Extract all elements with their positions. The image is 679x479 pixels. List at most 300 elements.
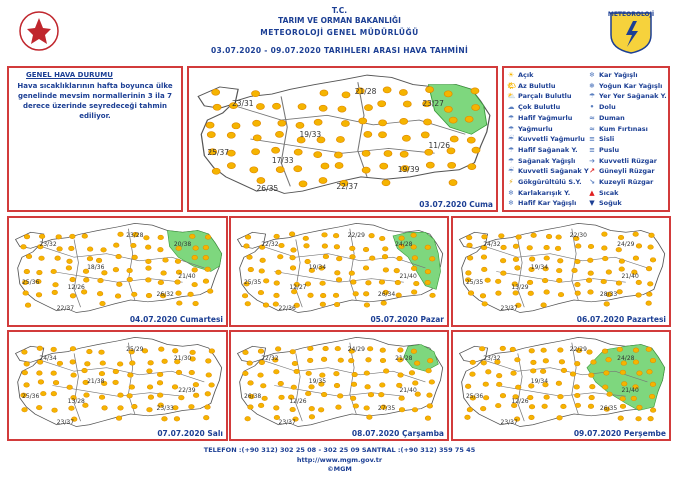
- sun-icon: [36, 292, 42, 297]
- forecast-map-day-1: [187, 66, 498, 212]
- sun-icon: [399, 396, 405, 401]
- sun-icon: [272, 147, 280, 153]
- turkey-map: [231, 218, 447, 325]
- sun-icon: [620, 404, 626, 409]
- sun-icon: [290, 407, 296, 412]
- sun-icon: [481, 267, 487, 272]
- sun-icon: [338, 106, 346, 112]
- sun-icon: [602, 246, 608, 251]
- cloudy-icon: ☁: [507, 103, 515, 112]
- legend-label: Parçalı Bulutlu: [518, 92, 572, 101]
- sun-icon: [556, 268, 562, 273]
- sun-icon: [248, 381, 254, 386]
- sun-icon: [82, 368, 88, 373]
- legend-label: Kuvvetli Sağanak Y: [518, 167, 589, 176]
- sun-icon: [602, 349, 608, 354]
- sun-icon: [131, 292, 137, 297]
- sun-icon: [495, 279, 501, 284]
- legend-item-heavy-shower: [507, 167, 589, 175]
- sun-icon: [500, 258, 506, 263]
- sun-icon: [379, 120, 387, 126]
- legend-item-thunderstorm: [507, 178, 582, 186]
- sun-icon: [617, 347, 623, 352]
- sun-icon: [527, 245, 533, 250]
- sun-icon: [546, 234, 552, 239]
- sun-icon: [51, 269, 57, 274]
- sun-icon: [589, 384, 595, 389]
- temperature-label: 22/39: [178, 387, 196, 395]
- sun-icon: [650, 382, 656, 387]
- sun-icon: [71, 373, 77, 378]
- legend-label: Kuzeyli Rüzgar: [599, 178, 654, 186]
- sun-icon: [162, 359, 168, 364]
- sun-icon: [274, 293, 280, 298]
- temperature-label: 21/28: [395, 355, 413, 363]
- sun-icon: [24, 234, 30, 239]
- sun-icon: [364, 105, 372, 111]
- sun-icon: [542, 278, 548, 283]
- legend-label: Dolu: [599, 103, 616, 112]
- sun-icon: [587, 258, 593, 263]
- sun-icon: [400, 151, 408, 157]
- sun-icon: [212, 168, 220, 174]
- sun-icon: [513, 244, 519, 249]
- temperature-label: 21/30: [173, 355, 192, 363]
- sun-icon: [602, 385, 608, 390]
- sun-icon: [495, 403, 501, 408]
- sun-icon: [247, 255, 253, 260]
- sun-icon: [556, 235, 562, 240]
- map-date-caption: 05.07.2020 Pazar: [370, 315, 444, 324]
- sun-icon: [540, 369, 546, 374]
- footer-website[interactable]: http://www.mgm.gov.tr: [296, 456, 383, 464]
- legend-label: Kuvvetli Yağmurlu: [518, 135, 585, 144]
- sun-icon: [379, 236, 385, 241]
- temperature-label: 22/36: [278, 305, 296, 313]
- sun-icon: [127, 393, 133, 398]
- sun-icon: [575, 403, 581, 408]
- sun-icon: [647, 282, 653, 287]
- sun-icon: [468, 164, 476, 170]
- sun-icon: [206, 373, 212, 378]
- legend-label: Az Bulutlu: [518, 81, 556, 90]
- sun-icon: [589, 373, 595, 378]
- sun-icon: [444, 91, 452, 97]
- sun-icon: [496, 291, 502, 296]
- temperature-label: 23/37: [500, 419, 518, 427]
- sun-icon: [26, 254, 32, 259]
- sun-icon: [40, 391, 46, 396]
- sun-icon: [320, 373, 326, 378]
- sun-icon: [205, 405, 211, 410]
- temperature-label: 19/39: [397, 165, 420, 175]
- sun-icon: [425, 245, 431, 250]
- temperature-label: 25/36: [465, 392, 484, 400]
- sun-icon: [148, 395, 154, 400]
- header-ministry: TARIM VE ORMAN BAKANLIĞI: [278, 16, 401, 25]
- legend-item-hail: [588, 103, 616, 111]
- sun-icon: [364, 131, 372, 137]
- sun-icon: [206, 122, 214, 128]
- sun-icon: [501, 271, 507, 276]
- sun-icon: [172, 348, 178, 353]
- sun-icon: [465, 116, 473, 122]
- sun-icon: [421, 132, 429, 138]
- temperature-label: 12/26: [511, 397, 529, 405]
- sun-icon: [83, 278, 89, 283]
- sun-icon: [192, 268, 198, 273]
- sun-icon: [176, 301, 182, 306]
- legend-item-fog: [588, 135, 614, 143]
- forecast-map-day-7: [451, 330, 671, 441]
- sun-icon: [618, 235, 624, 240]
- sun-icon: [147, 385, 153, 390]
- light-shower-icon: ☂: [507, 145, 515, 154]
- sun-icon: [334, 244, 340, 249]
- temperature-label: 19/34: [308, 264, 327, 272]
- sun-icon: [409, 371, 415, 376]
- sun-icon: [359, 118, 367, 124]
- temperature-label: 22/37: [336, 181, 358, 191]
- legend-item-snow: [588, 71, 638, 79]
- sun-icon: [500, 393, 506, 398]
- sun-icon: [513, 257, 519, 262]
- sun-icon: [56, 235, 62, 240]
- sun-icon: [636, 244, 642, 249]
- light-snow-icon: ❄: [508, 199, 514, 208]
- sun-icon: [192, 255, 198, 260]
- sun-icon: [87, 247, 93, 252]
- sun-icon: [158, 347, 164, 352]
- sun-icon: [480, 406, 486, 411]
- temperature-label: 24/32: [483, 241, 501, 249]
- hot-icon: ▲: [589, 188, 595, 197]
- sun-icon: [336, 405, 342, 410]
- sun-icon: [116, 416, 122, 421]
- sun-icon: [113, 369, 119, 374]
- sun-icon: [542, 404, 548, 409]
- sun-icon: [621, 381, 627, 386]
- temperature-label: 26/35: [599, 405, 618, 413]
- legend-label: Yer Yer Sağanak Y.: [599, 92, 667, 101]
- sun-icon: [364, 303, 370, 308]
- temperature-label: 13/29: [511, 283, 529, 291]
- cold-icon: ▼: [589, 199, 595, 208]
- sun-icon: [531, 233, 537, 238]
- sun-icon: [529, 415, 535, 420]
- sun-icon: [363, 292, 369, 297]
- temperature-label: 21/40: [178, 273, 196, 281]
- sun-icon: [116, 254, 122, 259]
- sun-icon: [98, 278, 104, 283]
- sun-icon: [113, 267, 119, 272]
- sun-icon: [467, 407, 473, 412]
- legend-item-scattered-shower: [588, 92, 667, 100]
- country-outline: [462, 223, 665, 312]
- sun-icon: [483, 395, 489, 400]
- sun-icon: [364, 371, 370, 376]
- sun-icon: [274, 281, 280, 286]
- sun-icon: [369, 256, 375, 261]
- sun-icon: [118, 393, 124, 398]
- map-date-caption: 07.07.2020 Salı: [157, 429, 223, 438]
- temperature-label: 22/29: [347, 232, 365, 240]
- sun-icon: [467, 137, 475, 143]
- sun-icon: [561, 404, 567, 409]
- sun-icon: [305, 391, 311, 396]
- sun-icon: [157, 393, 163, 398]
- sun-icon: [589, 395, 595, 400]
- sun-icon: [85, 361, 91, 366]
- sun-icon: [425, 280, 431, 285]
- sun-icon: [448, 162, 456, 168]
- sun-icon: [604, 371, 610, 376]
- legend-label: Hafif Sağanak Y.: [518, 145, 578, 154]
- sun-icon: [650, 258, 656, 263]
- sun-icon: [544, 395, 550, 400]
- sun-icon: [158, 247, 164, 252]
- sun-icon: [227, 132, 235, 138]
- sun-icon: [379, 280, 385, 285]
- legend-label: Soğuk: [599, 199, 622, 208]
- sun-icon: [602, 256, 608, 261]
- forecast-map-day-4: [451, 216, 671, 327]
- sun-icon: [648, 416, 654, 421]
- sun-icon: [258, 373, 264, 378]
- sun-icon: [291, 385, 297, 390]
- turkey-map: [453, 218, 669, 325]
- sun-icon: [232, 123, 240, 129]
- legend-panel: [502, 66, 670, 212]
- sun-icon: [396, 293, 402, 298]
- sun-icon: [37, 346, 43, 351]
- sun-icon: [146, 293, 152, 298]
- sun-icon: [305, 259, 311, 264]
- sun-icon: [633, 348, 639, 353]
- map-date-caption: 09.07.2020 Perşembe: [573, 429, 666, 438]
- sun-icon: [350, 396, 356, 401]
- sun-icon: [336, 277, 342, 282]
- temperature-label: 25/36: [22, 278, 40, 286]
- sun-icon: [176, 370, 182, 375]
- sun-icon: [278, 381, 284, 386]
- temperature-label: 23/31: [231, 98, 254, 108]
- sun-icon: [275, 347, 281, 352]
- sun-icon: [118, 232, 124, 237]
- sun-icon: [320, 302, 326, 307]
- sun-icon: [296, 122, 304, 128]
- sun-icon: [557, 258, 563, 263]
- sun-icon: [426, 86, 434, 92]
- sun-icon: [465, 384, 471, 389]
- sun-icon: [472, 104, 480, 110]
- sun-icon: [402, 135, 410, 141]
- legend-item-south-wind: [588, 167, 655, 175]
- legend-item-light-rain: [507, 114, 572, 122]
- sun-icon: [39, 256, 45, 261]
- sun-icon: [606, 270, 612, 275]
- sun-icon: [320, 293, 326, 298]
- sun-icon: [179, 395, 185, 400]
- sun-icon: [587, 350, 593, 355]
- sun-icon: [127, 277, 133, 282]
- sun-icon: [399, 407, 405, 412]
- temperature-label: 21/40: [399, 273, 417, 281]
- sun-icon: [303, 236, 309, 241]
- sun-icon: [193, 246, 199, 251]
- sun-icon: [501, 245, 507, 250]
- sun-icon: [380, 348, 386, 353]
- forecast-map-day-3: [229, 216, 449, 327]
- sun-icon: [515, 357, 521, 362]
- map-date-caption: 06.07.2020 Pazartesi: [576, 315, 666, 324]
- sun-icon: [353, 404, 359, 409]
- sun-icon: [309, 415, 315, 420]
- sun-icon: [276, 270, 282, 275]
- temperature-label: 26/35: [256, 183, 279, 193]
- sun-icon: [298, 104, 306, 110]
- sun-icon: [349, 246, 355, 251]
- sun-icon: [631, 396, 637, 401]
- sun-icon: [263, 279, 269, 284]
- sun-icon: [649, 394, 655, 399]
- temperature-label: 19/34: [530, 378, 549, 386]
- sun-icon: [364, 406, 370, 411]
- legend-label: Çok Bulutlu: [518, 103, 561, 112]
- sun-icon: [334, 371, 340, 376]
- sun-icon: [604, 302, 610, 307]
- sun-icon: [403, 101, 411, 107]
- sun-icon: [306, 371, 312, 376]
- thunderstorm-icon: ⚡: [508, 178, 514, 186]
- sun-icon: [117, 362, 123, 367]
- temperature-label: 17/33: [271, 155, 294, 165]
- temperature-label: 23/37: [500, 305, 518, 313]
- sun-icon: [113, 243, 119, 248]
- temperature-label: 24/29: [617, 241, 635, 249]
- sun-icon: [588, 290, 594, 295]
- sun-icon: [485, 278, 491, 283]
- sun-icon: [203, 255, 209, 260]
- sun-icon: [205, 235, 211, 240]
- sun-icon: [69, 246, 75, 251]
- legend-item-light-shower: [507, 146, 578, 154]
- sun-icon: [467, 256, 473, 261]
- temperature-label: 19/34: [530, 264, 549, 272]
- sun-icon: [472, 147, 480, 153]
- sun-icon: [500, 346, 506, 351]
- temperature-label: 25/37: [207, 148, 230, 158]
- sun-icon: [244, 244, 250, 249]
- sun-icon: [289, 232, 295, 237]
- sun-icon: [67, 259, 73, 264]
- temperature-label: 21/40: [621, 387, 639, 395]
- sun-icon: [25, 303, 31, 308]
- temperature-label: 21/28: [354, 86, 377, 96]
- sun-icon: [323, 254, 329, 259]
- sun-icon: [633, 232, 639, 237]
- sun-icon: [256, 103, 264, 109]
- sun-icon: [314, 152, 322, 158]
- sun-icon: [52, 408, 58, 413]
- sun-icon: [543, 359, 549, 364]
- sun-icon: [203, 415, 209, 420]
- sun-icon: [381, 301, 387, 306]
- turkey-map: [453, 332, 669, 439]
- sun-icon: [146, 259, 152, 264]
- temperature-label: 25/36: [22, 392, 40, 400]
- sun-icon: [24, 269, 30, 274]
- temperature-label: 21/40: [621, 273, 639, 281]
- sun-icon: [259, 269, 265, 274]
- sun-icon: [163, 258, 169, 263]
- sun-icon: [22, 350, 28, 355]
- sun-icon: [636, 280, 642, 285]
- sun-icon: [321, 392, 327, 397]
- sun-icon: [274, 369, 280, 374]
- sun-icon: [146, 266, 152, 271]
- sun-icon: [113, 380, 119, 385]
- sun-icon: ☀: [507, 71, 515, 79]
- sun-icon: [352, 372, 358, 377]
- sun-icon: [250, 167, 258, 173]
- sun-icon: [70, 234, 76, 239]
- sun-icon: [260, 383, 266, 388]
- sun-icon: [411, 233, 417, 238]
- sun-icon: [323, 346, 329, 351]
- sun-icon: [368, 392, 374, 397]
- temperature-label: 22/30: [569, 232, 587, 240]
- sun-icon: [637, 405, 643, 410]
- temperature-label: 26/32: [156, 291, 174, 299]
- sun-icon: [322, 233, 328, 238]
- sun-icon: [84, 393, 90, 398]
- sun-icon: [70, 346, 76, 351]
- sun-icon: [51, 347, 57, 352]
- sun-icon: [337, 394, 343, 399]
- footer-phone: TELEFON :(+90 312) 302 25 08 - 302 25 09 SANTRAL :(+90 312) 359 75 45: [203, 446, 476, 454]
- sun-icon: [66, 266, 72, 271]
- sun-icon: [23, 291, 29, 296]
- sun-icon: [341, 120, 349, 126]
- sun-icon: [52, 290, 58, 295]
- sun-icon: [189, 234, 195, 239]
- sun-icon: [333, 233, 339, 238]
- sun-icon: [128, 373, 134, 378]
- sun-icon: [248, 405, 254, 410]
- sun-icon: [205, 267, 211, 272]
- footer-copyright: ©MGM: [327, 465, 352, 473]
- sun-icon: [496, 373, 502, 378]
- sun-icon: [253, 120, 261, 126]
- sun-icon: [379, 132, 387, 138]
- sun-icon: [530, 369, 536, 374]
- sun-icon: [496, 382, 502, 387]
- sun-icon: [398, 373, 404, 378]
- sun-icon: [558, 348, 564, 353]
- sun-icon: [144, 235, 150, 240]
- sun-icon: [574, 393, 580, 398]
- temperature-label: 12/26: [289, 397, 307, 405]
- sun-icon: [414, 361, 420, 366]
- sun-icon: [468, 291, 474, 296]
- legend-item-strong-wind: [588, 157, 657, 165]
- sun-icon: [575, 259, 581, 264]
- sun-icon: [650, 408, 656, 413]
- sun-icon: [411, 266, 417, 271]
- sun-icon: [342, 92, 350, 98]
- sun-icon: [559, 360, 565, 365]
